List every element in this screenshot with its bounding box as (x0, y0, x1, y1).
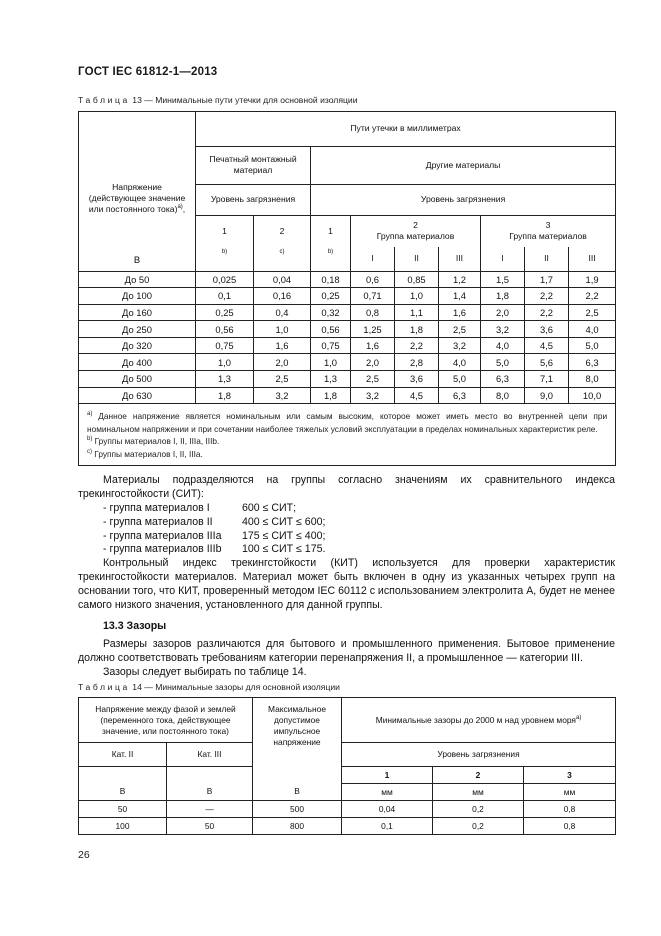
group-label: Группа материалов (376, 231, 455, 242)
table14-caption-text: 14 — Минимальные зазоры для основной изоляции (129, 682, 340, 692)
value-cell: 10,0 (569, 387, 616, 404)
value-cell: 0,8 (524, 801, 616, 818)
table-row (79, 304, 616, 321)
voltage-header-blank (79, 215, 196, 247)
list-item (78, 502, 615, 516)
value-cell: 0,025 (196, 271, 254, 288)
value-cell: 1,0 (254, 321, 311, 338)
value-cell: 1,6 (351, 337, 395, 354)
phase-voltage-header (79, 698, 253, 743)
value-cell: 1,0 (395, 288, 439, 305)
value-cell: 1,3 (311, 371, 351, 388)
blank-cell (253, 767, 342, 784)
value-cell: 0,4 (254, 304, 311, 321)
unit-cell: мм (433, 784, 524, 801)
value-cell: 0,1 (196, 288, 254, 305)
value-cell: 1,8 (481, 288, 525, 305)
table13-caption-word: Таблица (78, 95, 130, 105)
value-cell: 2,2 (569, 288, 616, 305)
value-cell: 8,0 (569, 371, 616, 388)
value-cell: 0,2 (433, 801, 524, 818)
value-cell: 0,8 (524, 818, 616, 835)
value-cell: 0,25 (196, 304, 254, 321)
list-item-label: - группа материалов IIIa (103, 529, 222, 542)
value-cell: 4,0 (439, 354, 481, 371)
level-1-pcb: 1 (196, 215, 254, 247)
value-cell: 0,25 (311, 288, 351, 305)
header-line: напряжение (273, 737, 321, 747)
group-col: I (351, 247, 395, 271)
value-cell: 0,16 (254, 288, 311, 305)
value-cell: 1,3 (196, 371, 254, 388)
value-cell: 1,8 (395, 321, 439, 338)
value-cell: 4,5 (395, 387, 439, 404)
table14-caption (78, 682, 340, 692)
value-cell: 4,0 (569, 321, 616, 338)
voltage-header-line: Напряжение (112, 182, 162, 192)
value-cell: 0,56 (196, 321, 254, 338)
paragraph: Контрольный индекс трекингстойкости (КИТ) используется для проверки характеристик трекингостойкости материалов. Материал может быть включен в одну из указанных четырех групп на основании того, что КИТ, проверенный методом IEC 60112 с использованием электролита А, будет не менее самого низкого значения, установленного для данной группы. (78, 557, 615, 612)
table-row (79, 337, 616, 354)
note-text: Группы материалов I, II, IIIa. (92, 449, 203, 460)
value-cell: 100 (79, 818, 167, 835)
header-text: Минимальные зазоры до 2000 м над уровнем моря (375, 714, 576, 725)
value-cell: 1,5 (481, 271, 525, 288)
table-row (79, 371, 616, 388)
value-cell: 2,0 (481, 304, 525, 321)
level-2-pcb: 2 (254, 215, 311, 247)
clearance-header (342, 698, 616, 743)
value-cell: 5,0 (569, 337, 616, 354)
cat2-header: Кат. II (79, 743, 167, 767)
value-cell: 0,04 (342, 801, 433, 818)
group-col: III (439, 247, 481, 271)
value-cell: 2,8 (395, 354, 439, 371)
group-col: I (481, 247, 525, 271)
impulse-voltage-header (253, 698, 342, 767)
value-cell: 1,7 (525, 271, 569, 288)
value-cell: 3,2 (254, 387, 311, 404)
table13-caption-text: 13 — Минимальные пути утечки для основной изоляции (129, 95, 358, 105)
value-cell: 1,8 (311, 387, 351, 404)
table-row (79, 387, 616, 404)
value-cell: 5,0 (481, 354, 525, 371)
list-item-label: - группа материалов II (103, 515, 213, 528)
note-a (87, 410, 607, 435)
value-cell: — (167, 801, 253, 818)
level-number: 2 (413, 220, 418, 231)
level-3: 3 (524, 767, 616, 784)
list-item-label: - группа материалов I (103, 501, 210, 514)
table13-caption (78, 95, 358, 105)
list-item-range: 400 ≤ СИТ ≤ 600; (242, 515, 326, 528)
value-cell: 3,2 (481, 321, 525, 338)
value-cell: 2,2 (525, 304, 569, 321)
value-cell: 2,0 (351, 354, 395, 371)
unit-cell: В (253, 784, 342, 801)
value-cell: 9,0 (525, 387, 569, 404)
unit-cell: В (79, 784, 167, 801)
value-cell: 2,2 (525, 288, 569, 305)
value-cell: 2,2 (395, 337, 439, 354)
pcb-header (196, 146, 311, 184)
value-cell: 5,6 (525, 354, 569, 371)
value-cell: 6,3 (439, 387, 481, 404)
table14-caption-word: Таблица (78, 682, 130, 692)
value-cell: 1,2 (439, 271, 481, 288)
footnote-ref: b) (87, 436, 93, 443)
blank-cell (167, 767, 253, 784)
paragraph: Размеры зазоров различаются для бытового и промышленного применения. Бытовое применение должно соответствовать требованиям категории перенапряжения II, а промышленное — категории III. (78, 637, 615, 664)
value-cell: 0,56 (311, 321, 351, 338)
voltage-cell: До 50 (79, 271, 196, 288)
value-cell: 1,0 (196, 354, 254, 371)
table-14 (78, 697, 616, 835)
list-item-range: 175 ≤ СИТ ≤ 400; (242, 529, 326, 542)
voltage-header-line: или постоянного тока)$^{а)}$, (88, 204, 186, 214)
table-row (79, 801, 616, 818)
leak-header: Пути утечки в миллиметрах (196, 112, 616, 147)
list-item (78, 516, 615, 530)
table-row (79, 288, 616, 305)
document-header: ГОСТ IEC 61812-1—2013 (78, 66, 218, 78)
value-cell: 2,5 (351, 371, 395, 388)
value-cell: 0,71 (351, 288, 395, 305)
group-col: III (569, 247, 616, 271)
material-group-list (78, 502, 615, 558)
table-row (79, 354, 616, 371)
value-cell: 3,6 (525, 321, 569, 338)
cat3-header: Кат. III (167, 743, 253, 767)
value-cell: 0,6 (351, 271, 395, 288)
pollution-header-pcb: Уровень загрязнения (196, 184, 311, 215)
value-cell: 6,3 (569, 354, 616, 371)
voltage-cell: До 100 (79, 288, 196, 305)
footnote-ref: b) (311, 247, 351, 271)
footnote-ref: а) (87, 411, 93, 418)
blank-cell (79, 767, 167, 784)
voltage-unit: В (79, 247, 196, 271)
value-cell: 5,0 (439, 371, 481, 388)
value-cell: 2,5 (569, 304, 616, 321)
header-line: (переменного тока, действующее (100, 714, 231, 725)
value-cell: 1,6 (439, 304, 481, 321)
value-cell: 1,8 (196, 387, 254, 404)
value-cell: 0,75 (311, 337, 351, 354)
level-1-other: 1 (311, 215, 351, 247)
value-cell: 0,2 (433, 818, 524, 835)
voltage-header-line: (действующее значение (88, 193, 186, 203)
pcb-header-line: материал (233, 165, 273, 176)
note-b (87, 435, 607, 448)
page-number: 26 (78, 849, 90, 861)
level-2-other (351, 215, 481, 247)
level-2: 2 (433, 767, 524, 784)
table-13 (78, 111, 616, 466)
value-cell: 50 (167, 818, 253, 835)
value-cell: 50 (79, 801, 167, 818)
table-row (79, 818, 616, 835)
other-materials-header: Другие материалы (311, 146, 616, 184)
list-item (78, 543, 615, 557)
value-cell: 0,18 (311, 271, 351, 288)
value-cell: 2,5 (254, 371, 311, 388)
footnote-ref: а) (177, 204, 183, 211)
note-text: Данное напряжение является номинальным или самым высоким, которое может иметь место во внутренней цепи при номинальном напряжении и при сочетании наиболее тяжелых условий эксплуатации в пределах номинальных характеристик реле. (87, 411, 608, 434)
paragraph: Материалы подразделяются на группы согласно значениям их сравнительного индекса трекингостойкости (СИТ): (78, 474, 615, 500)
voltage-cell: До 250 (79, 321, 196, 338)
group-col: II (395, 247, 439, 271)
unit-cell: мм (524, 784, 616, 801)
voltage-header (79, 112, 196, 216)
header-line: Напряжение между фазой и землей (95, 703, 236, 714)
header-line: значение, или постоянного тока) (102, 725, 229, 736)
value-cell: 1,25 (351, 321, 395, 338)
value-cell: 500 (253, 801, 342, 818)
table13-notes (79, 404, 616, 465)
value-cell: 2,5 (439, 321, 481, 338)
value-cell: 0,8 (351, 304, 395, 321)
level-3-other (481, 215, 616, 247)
value-cell: 3,2 (351, 387, 395, 404)
header-line: допустимое импульсное (273, 715, 321, 736)
pollution-header-other: Уровень загрязнения (311, 184, 616, 215)
section-title: 13.3 Зазоры (103, 620, 167, 632)
body-text (78, 474, 615, 680)
header-line: Максимальное (268, 704, 326, 714)
pollution-header: Уровень загрязнения (342, 743, 616, 767)
value-cell: 1,6 (254, 337, 311, 354)
voltage-cell: До 500 (79, 371, 196, 388)
value-cell: 1,1 (395, 304, 439, 321)
paragraph: Зазоры следует выбирать по таблице 14. (103, 665, 307, 678)
value-cell: 0,85 (395, 271, 439, 288)
value-cell: 0,04 (254, 271, 311, 288)
level-1: 1 (342, 767, 433, 784)
group-label: Группа материалов (509, 231, 587, 242)
group-col: II (525, 247, 569, 271)
value-cell: 3,2 (439, 337, 481, 354)
voltage-header-text: или постоянного тока) (88, 204, 178, 214)
footnote-ref: c) (87, 449, 92, 456)
value-cell: 1,0 (311, 354, 351, 371)
value-cell: 800 (253, 818, 342, 835)
footnote-ref: c) (254, 247, 311, 271)
value-cell: 1,9 (569, 271, 616, 288)
unit-cell: мм (342, 784, 433, 801)
list-item-range: 600 ≤ СИТ; (242, 501, 297, 514)
list-item-label: - группа материалов IIIb (103, 543, 222, 556)
pcb-header-line: Печатный монтажный (209, 154, 297, 165)
list-item-range: 100 ≤ СИТ ≤ 175. (242, 543, 326, 556)
table-row (79, 271, 616, 288)
value-cell: 0,32 (311, 304, 351, 321)
footnote-ref: b) (196, 247, 254, 271)
value-cell: 8,0 (481, 387, 525, 404)
value-cell: 7,1 (525, 371, 569, 388)
voltage-cell: До 400 (79, 354, 196, 371)
value-cell: 1,4 (439, 288, 481, 305)
value-cell: 3,6 (395, 371, 439, 388)
unit-cell: В (167, 784, 253, 801)
value-cell: 0,75 (196, 337, 254, 354)
value-cell: 2,0 (254, 354, 311, 371)
table-row (79, 321, 616, 338)
value-cell: 0,1 (342, 818, 433, 835)
note-text: Группы материалов I, II, IIIa, IIIb. (92, 436, 220, 447)
voltage-cell: До 160 (79, 304, 196, 321)
voltage-cell: До 320 (79, 337, 196, 354)
voltage-cell: До 630 (79, 387, 196, 404)
value-cell: 4,0 (481, 337, 525, 354)
value-cell: 6,3 (481, 371, 525, 388)
value-cell: 4,5 (525, 337, 569, 354)
level-number: 3 (545, 220, 551, 231)
note-c (87, 448, 607, 461)
list-item (78, 530, 615, 544)
footnote-ref: а) (575, 714, 582, 721)
